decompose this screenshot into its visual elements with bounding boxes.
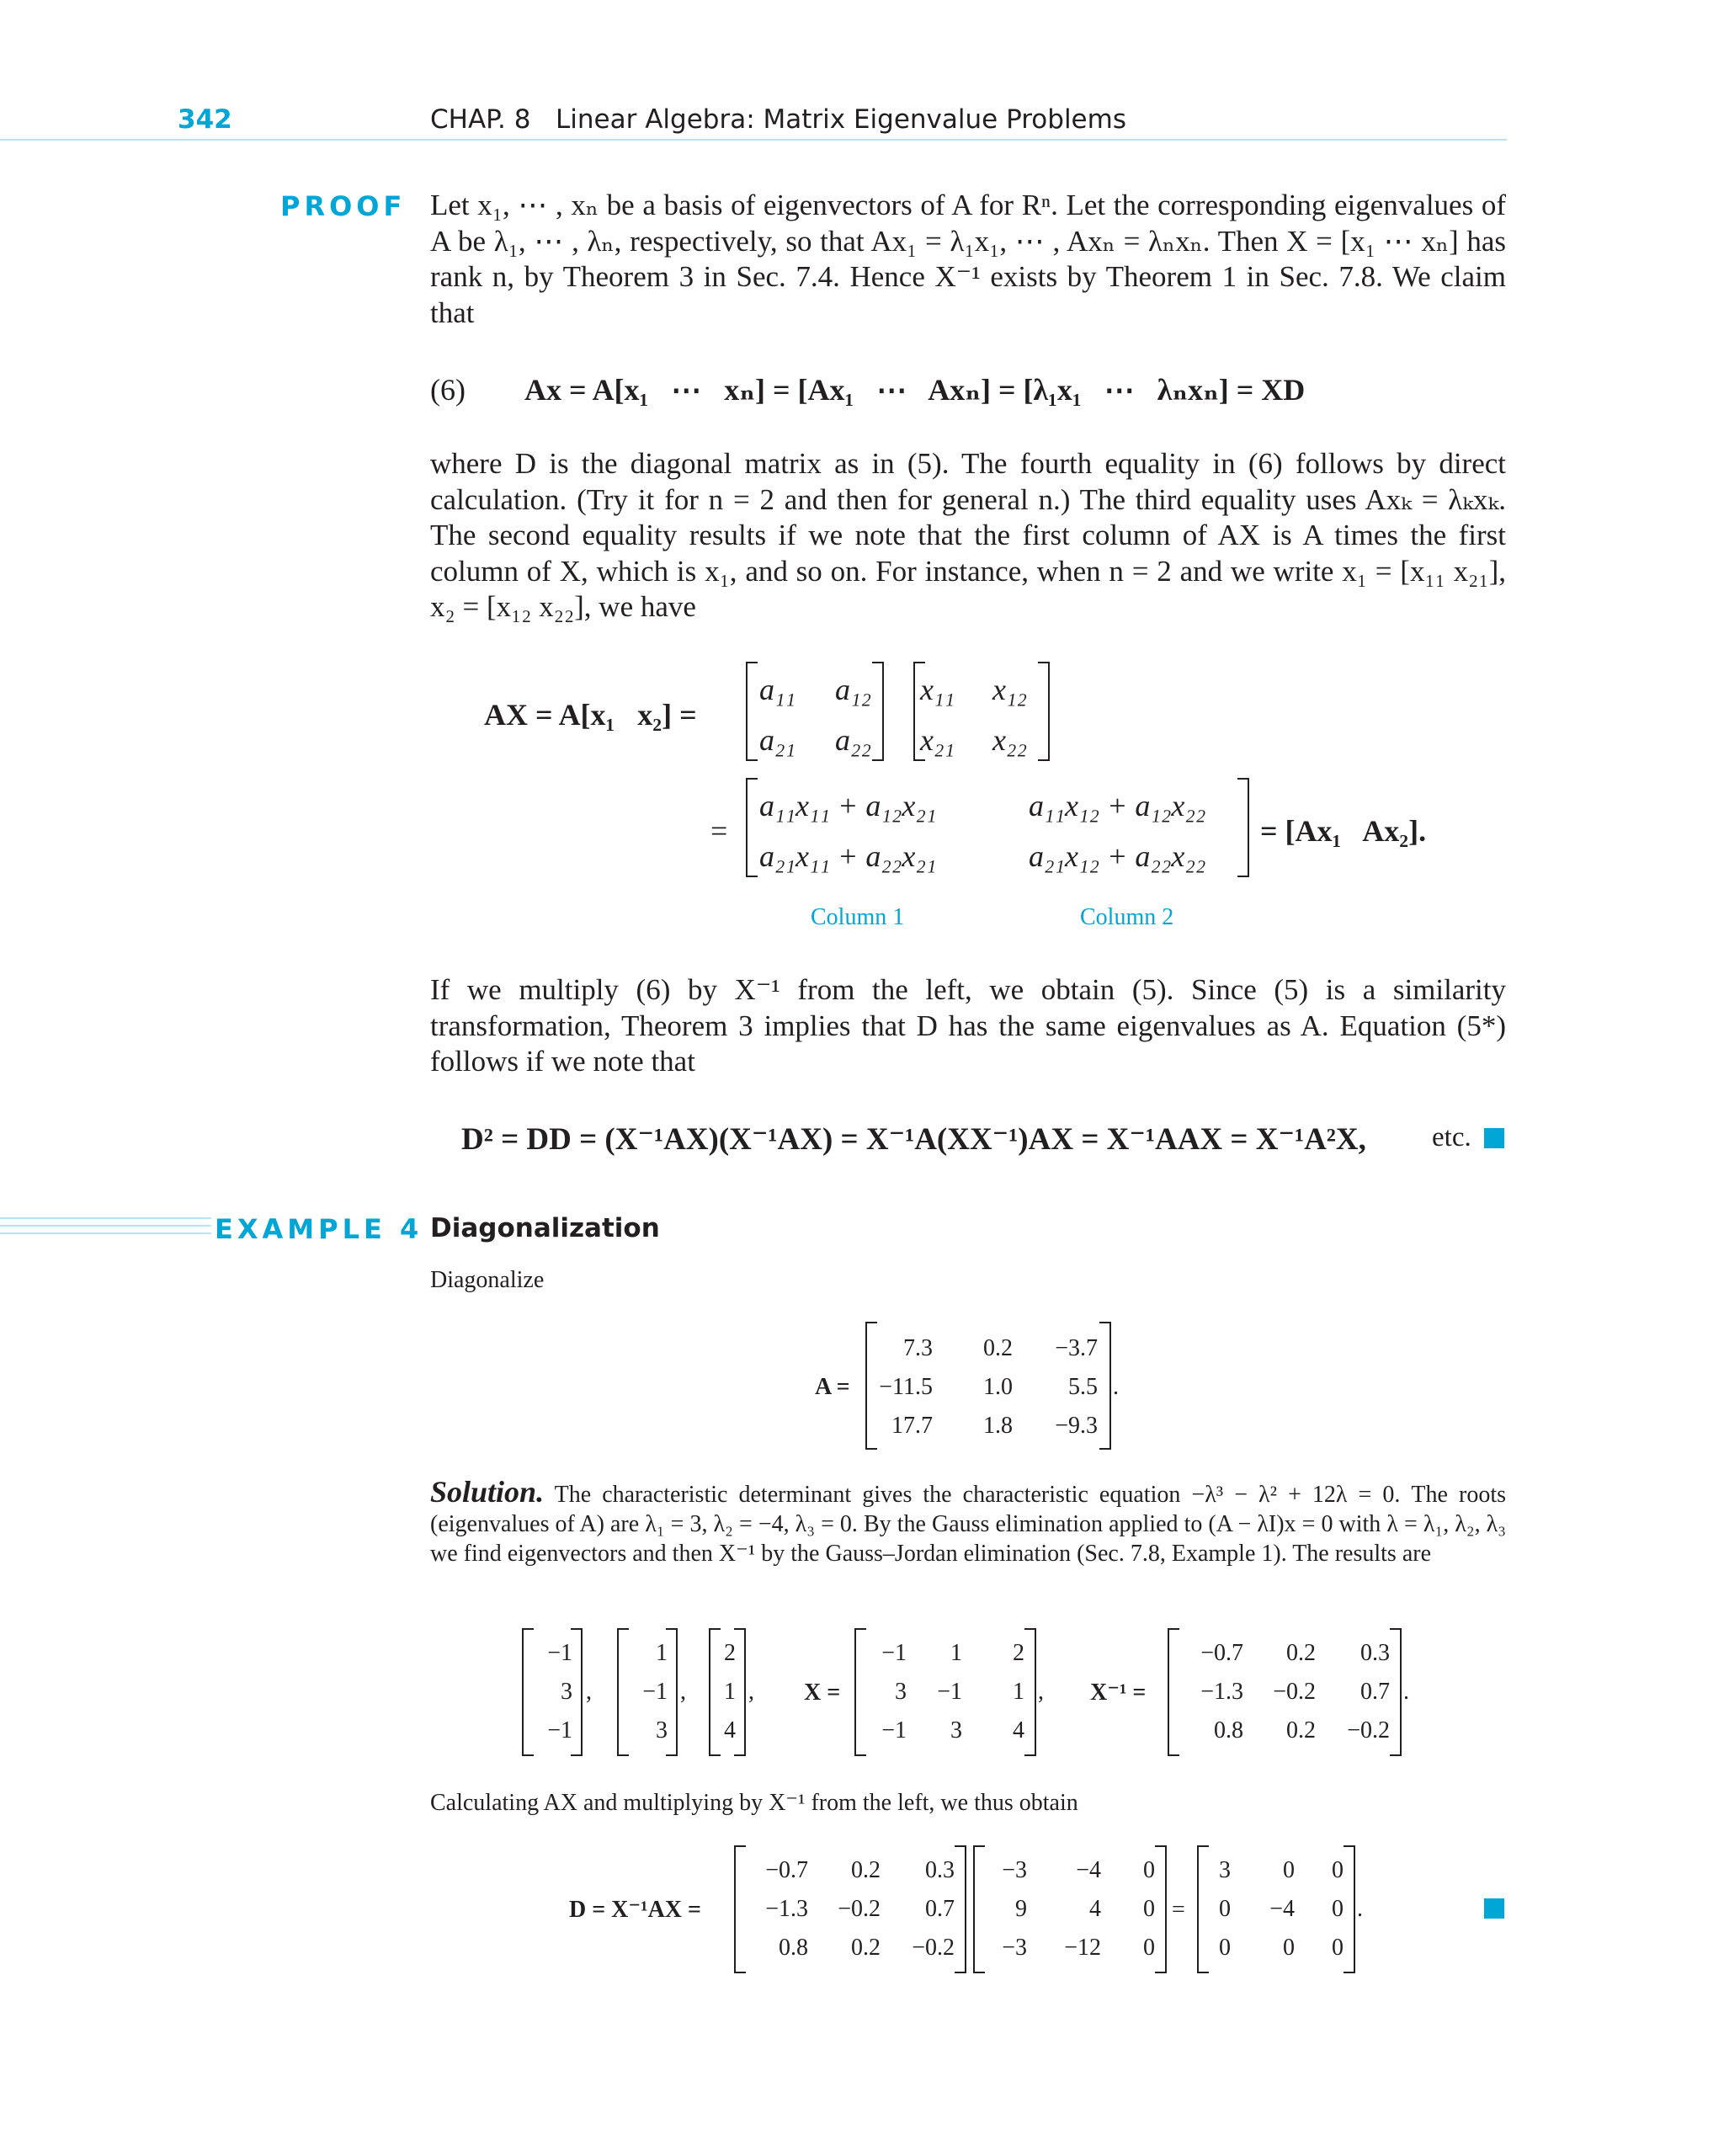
a-2x2-matrix [746, 662, 884, 761]
solution-paragraph [430, 1477, 1506, 1568]
matrix-cell: a₁₁x₁₁ + a₁₂x₂₁ [759, 789, 937, 822]
example-title: Diagonalization [430, 1213, 660, 1243]
x-3x3-matrix [854, 1628, 1036, 1756]
matrix-cell: 0.7 [1360, 1679, 1390, 1705]
matrix-cell: 0.2 [1286, 1640, 1316, 1666]
matrix-cell: −1 [881, 1640, 907, 1666]
vector-cell: −1 [642, 1679, 668, 1705]
d-lhs: D = X⁻¹AX = [569, 1897, 701, 1923]
matrix-cell: 0.3 [1360, 1640, 1390, 1666]
d-squared-equation: D² = DD = (X⁻¹AX)(X⁻¹AX) = X⁻¹A(XX⁻¹)AX = X⁻¹AAX = X⁻¹A²X, [461, 1122, 1366, 1157]
matrix-cell: 0.3 [925, 1857, 955, 1883]
xinv-3x3-matrix [1168, 1628, 1402, 1756]
eigenvector-3 [709, 1628, 746, 1756]
matrix-cell: −4 [1076, 1857, 1101, 1883]
vector-cell: 1 [724, 1679, 736, 1705]
matrix-cell: 0 [1332, 1896, 1344, 1922]
matrix-cell: 3 [1219, 1857, 1231, 1883]
matrix-cell: −12 [1064, 1935, 1101, 1961]
matrix-cell: 9 [1015, 1896, 1027, 1922]
vector-cell: −1 [547, 1640, 572, 1666]
matrix-cell: 1 [950, 1640, 962, 1666]
product-rhs: = [Ax₁ Ax₂]. [1260, 814, 1427, 848]
vector-cell: 4 [724, 1717, 736, 1743]
matrix-cell: a₂₁ [759, 723, 796, 757]
matrix-cell: 0.8 [779, 1935, 808, 1961]
column-1-label: Column 1 [811, 904, 905, 930]
matrix-cell: 0 [1219, 1935, 1231, 1961]
x-lhs: X = [804, 1680, 841, 1706]
calculation-text: Calculating AX and multiplying by X⁻¹ from the left, we thus obtain [430, 1790, 1078, 1816]
matrix-cell: −0.2 [912, 1935, 955, 1961]
matrix-cell: 0.2 [851, 1857, 881, 1883]
vector-cell: −1 [547, 1717, 572, 1743]
vector-cell: 3 [561, 1679, 572, 1705]
ax-3x3-matrix [973, 1845, 1167, 1973]
matrix-cell: −0.7 [765, 1857, 808, 1883]
comma: , [680, 1679, 686, 1705]
matrix-cell: 3 [950, 1717, 962, 1743]
matrix-cell: 0.2 [851, 1935, 881, 1961]
matrix-cell: 2 [1013, 1640, 1024, 1666]
vector-cell: 3 [656, 1717, 668, 1743]
ax-lhs: AX = A[x₁ x₂] = [484, 698, 697, 732]
matrix-cell: −0.2 [838, 1896, 881, 1922]
matrix-cell: 0 [1143, 1857, 1155, 1883]
d-3x3-matrix [1197, 1845, 1355, 1973]
vector-cell: 1 [656, 1640, 668, 1666]
xinv-factor-matrix [734, 1845, 966, 1973]
matrix-cell: 0 [1283, 1857, 1295, 1883]
period: . [1403, 1679, 1409, 1705]
matrix-cell: x₁₂ [992, 673, 1028, 706]
proof-paragraph-1: Let x₁, ⋯ , xₙ be a basis of eigenvectors of A for Rⁿ. Let the corresponding eigenvalues of A be λ₁, ⋯ , λₙ, respectively, so that Ax₁ = λ₁x₁, ⋯ , Axₙ = λₙxₙ. Then X = [x₁ ⋯ xₙ] has rank n, by Theorem 3 in Sec. 7.4. Hence X⁻¹ exists by Theorem 1 in Sec. 7.8. We claim that [430, 189, 1506, 329]
matrix-cell: −4 [1269, 1896, 1295, 1922]
example-label: EXAMPLE 4 [211, 1213, 423, 1245]
matrix-cell: 0.7 [925, 1896, 955, 1922]
comma: , [586, 1679, 592, 1705]
vector-cell: 2 [724, 1640, 736, 1666]
matrix-cell: 4 [1089, 1896, 1101, 1922]
proof-paragraph-3: If we multiply (6) by X⁻¹ from the left, we obtain (5). Since (5) is a similarity transformation, Theorem 3 implies that D has the same eigenvalues as A. Equation (5*) follows if we note that [430, 973, 1506, 1078]
matrix-cell: 5.5 [1068, 1374, 1098, 1400]
a-lhs: A = [815, 1374, 850, 1400]
equation-6: Ax = A[x₁ ⋯ xₙ] = [Ax₁ ⋯ Axₙ] = [λ₁x₁ ⋯ λₙxₙ] = XD [524, 373, 1306, 407]
matrix-cell: −0.2 [1273, 1679, 1316, 1705]
page-number: 342 [178, 104, 232, 135]
matrix-cell: −0.7 [1200, 1640, 1243, 1666]
matrix-cell: 1.0 [983, 1374, 1013, 1400]
eigenvector-1 [522, 1628, 583, 1756]
etc-text: etc. [1432, 1122, 1471, 1153]
matrix-cell: a₁₁ [759, 673, 796, 706]
matrix-cell: 0 [1332, 1857, 1344, 1883]
matrix-cell: 0 [1143, 1935, 1155, 1961]
proof-label: PROOF [280, 190, 407, 222]
matrix-cell: 0.2 [983, 1335, 1013, 1361]
period: . [1357, 1896, 1363, 1922]
matrix-cell: −1 [881, 1717, 907, 1743]
product-matrix [746, 778, 1249, 877]
solution-heading: Solution. [430, 1475, 545, 1509]
period: . [1113, 1374, 1119, 1400]
matrix-cell: −11.5 [879, 1374, 933, 1400]
matrix-cell: −3 [1002, 1935, 1027, 1961]
end-of-proof-square [1484, 1128, 1504, 1148]
matrix-cell: 0 [1283, 1935, 1295, 1961]
equals-sign: = [1172, 1897, 1185, 1923]
matrix-cell: 4 [1013, 1717, 1024, 1743]
matrix-cell: 7.3 [903, 1335, 933, 1361]
comma: , [1038, 1679, 1044, 1705]
matrix-cell: a₂₁x₁₁ + a₂₂x₂₁ [759, 839, 937, 873]
matrix-cell: 1 [1013, 1679, 1024, 1705]
matrix-cell: −1.3 [765, 1896, 808, 1922]
end-of-example-square [1484, 1898, 1504, 1919]
a-3x3-matrix [865, 1322, 1111, 1450]
matrix-cell: 1.8 [983, 1413, 1013, 1439]
column-2-label: Column 2 [1080, 904, 1174, 930]
matrix-cell: −1 [937, 1679, 962, 1705]
matrix-cell: 0 [1143, 1896, 1155, 1922]
matrix-cell: x₂₂ [992, 723, 1028, 757]
equals-sign: = [710, 814, 728, 848]
matrix-cell: x₂₁ [920, 723, 955, 757]
matrix-cell: −1.3 [1200, 1679, 1243, 1705]
matrix-cell: 17.7 [891, 1413, 933, 1439]
matrix-cell: 0 [1332, 1935, 1344, 1961]
header-rule [0, 139, 1507, 141]
matrix-cell: −0.2 [1347, 1717, 1390, 1743]
matrix-cell: −3.7 [1055, 1335, 1098, 1361]
matrix-cell: 0 [1219, 1896, 1231, 1922]
matrix-cell: 0.8 [1214, 1717, 1243, 1743]
x-2x2-matrix [913, 662, 1050, 761]
comma: , [748, 1679, 754, 1705]
xinv-lhs: X⁻¹ = [1090, 1680, 1147, 1706]
solution-text: The characteristic determinant gives the characteristic equation −λ³ − λ² + 12λ = 0. The roots (eigenvalues of A) are λ₁ = 3, λ₂ = −4, λ₃ = 0. By the Gauss elimination applied to (A − λI)x = 0 with λ = λ₁, λ₂, λ₃ we find eigenvectors and then X⁻¹ by the Gauss–Jordan elimination (Sec. 7.8, Example 1). The results are [430, 1482, 1506, 1567]
matrix-cell: a₁₂ [835, 673, 872, 706]
matrix-cell: x₁₁ [920, 673, 955, 706]
matrix-cell: −3 [1002, 1857, 1027, 1883]
running-title: CHAP. 8 Linear Algebra: Matrix Eigenvalue Problems [430, 104, 1126, 135]
matrix-cell: 0.2 [1286, 1717, 1316, 1743]
matrix-cell: 3 [895, 1679, 907, 1705]
matrix-cell: a₂₁x₁₂ + a₂₂x₂₂ [1029, 839, 1206, 873]
matrix-cell: a₁₁x₁₂ + a₁₂x₂₂ [1029, 789, 1206, 822]
equation-6-number: (6) [430, 373, 466, 407]
eigenvector-2 [617, 1628, 678, 1756]
matrix-cell: a₂₂ [835, 723, 872, 757]
example-intro: Diagonalize [430, 1267, 545, 1293]
matrix-cell: −9.3 [1055, 1413, 1098, 1439]
proof-paragraph-2: where D is the diagonal matrix as in (5). The fourth equality in (6) follows by direct calculation. (Try it for n = 2 and then for general n.) The third equality uses Axₖ = λₖxₖ. The second equality results if we note that the first column of AX is A times the first column of X, which is x₁, and so on. For instance, when n = 2 and we write x₁ = [x₁₁ x₂₁], x₂ = [x₁₂ x₂₂], we have [430, 447, 1506, 623]
